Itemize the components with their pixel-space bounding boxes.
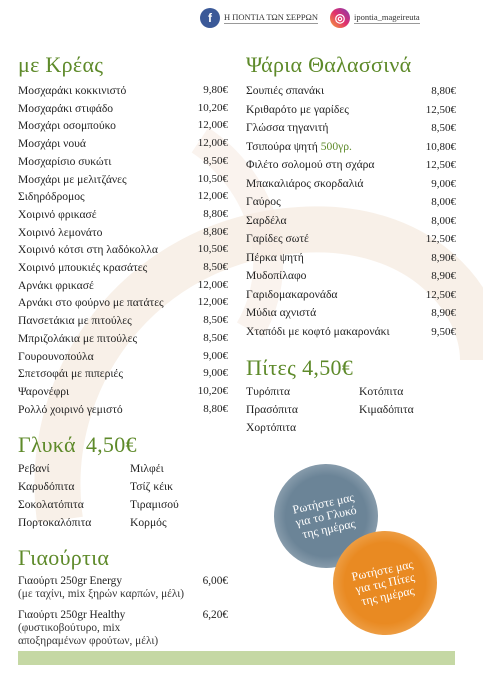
menu-item-name [18, 259, 147, 277]
menu-item-row [18, 330, 228, 348]
yogurt-price: 6,20€ [202, 609, 228, 622]
pie-of-day-text: Ρωτήστε μας για τις Πίτες της ημέρας [350, 556, 416, 608]
menu-item-row [18, 153, 228, 171]
menu-item-label: Μοσχαράκι κοκκινιστό [18, 84, 127, 97]
menu-item-name [246, 101, 349, 120]
menu-item-label: Μοσχαράκι στιφάδο [18, 101, 114, 115]
social-bar [200, 8, 475, 28]
menu-item-label: Μπριζολάκια με πιτούλες [18, 331, 138, 345]
menu-item-row [246, 82, 456, 101]
menu-item-price: 8,50€ [203, 331, 228, 344]
pies-title: Πίτες [246, 355, 297, 380]
menu-item-name [18, 312, 132, 330]
sweets-item: Καρυδόπιτα [18, 480, 75, 494]
menu-item-row [18, 206, 228, 224]
menu-item-label: Γαριδομακαρονάδα [246, 287, 338, 301]
menu-item-price: 12,50€ [425, 288, 456, 301]
menu-item-price: 8,50€ [203, 261, 228, 274]
yogurt-name: Γιαούρτι 250gr Healthy [18, 609, 126, 622]
pies-item: Κιμαδόπιτα [359, 403, 414, 416]
sweet-of-day-text: Ρωτήστε μας για το Γλυκό της ημέρας [291, 489, 358, 541]
pies-item: Τυρόπιτα [246, 385, 291, 398]
menu-item-price: 8,80€ [203, 225, 228, 238]
menu-item-price: 10,80€ [425, 140, 456, 153]
menu-item-label: Τσιπούρα ψητή [246, 139, 318, 153]
menu-item-label: Χοιρινό φρικασέ [18, 207, 97, 221]
menu-item-label: Κριθαρότο με γαρίδες [246, 102, 349, 116]
yogurt-name: Γιαούρτι 250gr Energy [18, 575, 122, 588]
menu-item-row [246, 304, 456, 323]
menu-item-row [246, 138, 456, 157]
menu-item-price: 8,90€ [431, 251, 456, 264]
menu-item-label: Αρνάκι φρικασέ [18, 278, 94, 292]
yogurt-line [18, 609, 228, 622]
menu-item-name [246, 212, 287, 231]
sweets-item: Κορμός [130, 516, 167, 530]
menu-item-price: 9,80€ [203, 84, 228, 96]
menu-item-row [246, 323, 456, 342]
menu-item-price: 12,00€ [197, 296, 228, 309]
menu-item-name [18, 135, 86, 153]
menu-item-price: 9,00€ [431, 177, 456, 190]
facebook-icon[interactable]: f [200, 8, 220, 28]
menu-item-label: Πανσετάκια με πιτούλες [18, 314, 132, 328]
menu-item-name [246, 286, 337, 305]
seafood-title: Ψάρια Θαλασσινά [246, 52, 412, 77]
yogurt-price: 6,00€ [202, 575, 228, 588]
pies-price: 4,50€ [302, 355, 354, 380]
menu-item-row [246, 286, 456, 305]
menu-item-name [18, 365, 123, 383]
menu-item-name [246, 175, 363, 194]
menu-item-name [18, 82, 126, 100]
yogurt-title: Γιαούρτια [18, 545, 110, 571]
menu-item-label: Αρνάκι στο φούρνο με πατάτες [18, 296, 164, 310]
sweets-list [18, 462, 228, 529]
menu-item-price: 12,50€ [425, 159, 456, 171]
menu-item-name [246, 119, 328, 138]
menu-item-name [18, 100, 113, 118]
menu-item-name [18, 348, 94, 366]
menu-item-price: 12,00€ [197, 278, 228, 291]
menu-item-price: 8,90€ [431, 307, 456, 319]
sweets-item: Πορτοκαλόπιτα [18, 516, 92, 530]
menu-item-row [18, 117, 228, 135]
menu-item-name [246, 323, 390, 342]
menu-item-name [246, 193, 281, 212]
menu-item-price: 10,50€ [197, 243, 228, 256]
menu-item-label: Πέρκα ψητή [246, 250, 304, 264]
yogurt-line [18, 575, 228, 588]
menu-item-price: 12,50€ [425, 103, 456, 116]
meat-title: με Κρέας [18, 52, 104, 77]
menu-item-label: Μοσχαρίσιο συκώτι [18, 154, 112, 168]
menu-item-name [18, 294, 164, 312]
menu-item-row [246, 175, 456, 194]
menu-item-row [18, 383, 228, 401]
menu-item-price: 8,80€ [203, 207, 228, 220]
sweets-item: Τιραμισού [130, 498, 179, 512]
menu-item-name [246, 304, 316, 323]
menu-item-row [246, 212, 456, 231]
menu-item-name [246, 82, 324, 101]
menu-item-label: Σιδηρόδρομος [18, 190, 85, 204]
menu-item-price: 12,50€ [425, 233, 456, 245]
menu-item-name [246, 138, 352, 157]
menu-item-name [18, 153, 111, 171]
meat-list [18, 82, 228, 418]
instagram-icon[interactable]: ◎ [330, 8, 350, 28]
menu-item-name [246, 267, 306, 286]
pies-item: Χορτόπιτα [246, 421, 297, 434]
menu-item-label: Γλώσσα τηγανιτή [246, 121, 329, 134]
menu-item-row [18, 348, 228, 366]
menu-item-price: 12,00€ [197, 190, 228, 203]
menu-item-row [18, 188, 228, 206]
menu-item-price: 10,20€ [197, 101, 228, 114]
menu-item-row [18, 259, 228, 277]
menu-item-row [246, 249, 456, 268]
menu-item-label: Σουπιές σπανάκι [246, 84, 325, 97]
menu-item-label: Μύδια αχνιστά [246, 306, 317, 319]
facebook-label[interactable]: Η ΠΟΝΤΙΑ ΤΩΝ ΣΕΡΡΩΝ [224, 12, 319, 22]
left-column [18, 52, 228, 656]
menu-item-label: Μοσχάρι με μελιτζάνες [18, 172, 127, 186]
pies-heading [246, 355, 456, 381]
yogurt-desc: (με ταχίνι, mix ξηρών καρπών, μέλι) [18, 588, 185, 601]
footer-bar [18, 651, 455, 665]
menu-item-price: 12,00€ [197, 119, 228, 132]
menu-item-name [18, 171, 127, 189]
seafood-list [246, 82, 456, 341]
sweets-item: Τσίζ κέικ [130, 480, 174, 494]
sweets-heading [18, 432, 228, 458]
menu-item-row [18, 312, 228, 330]
menu-item-name [18, 188, 85, 206]
menu-item-price: 8,00€ [431, 196, 456, 208]
menu-item-price: 8,50€ [431, 122, 456, 134]
menu-item-price: 8,00€ [431, 214, 456, 227]
sweets-price: 4,50€ [85, 432, 137, 458]
right-column [246, 52, 456, 434]
menu-item-price: 8,80€ [203, 402, 228, 415]
menu-item-label: Χοιρινό μπουκιές κρασάτες [18, 261, 148, 275]
menu-item-row [18, 100, 228, 118]
menu-item-price: 10,50€ [197, 172, 228, 185]
menu-item-row [18, 277, 228, 295]
menu-item-label: Μοσχάρι οσομπούκο [18, 119, 116, 133]
sweets-item: Ρεβανί [18, 462, 50, 476]
menu-item-row [18, 401, 228, 419]
menu-item-extra: 500γρ. [320, 139, 352, 153]
menu-item-row [18, 82, 228, 100]
yogurt-list [18, 575, 228, 648]
menu-item-row [18, 135, 228, 153]
menu-item-price: 9,50€ [431, 325, 456, 338]
menu-item-row [18, 294, 228, 312]
menu-item-label: Γουρουνοπούλα [18, 349, 94, 363]
sweets-item: Μιλφέι [130, 462, 164, 476]
menu-item-label: Μοσχάρι νουά [18, 137, 86, 151]
menu-item-label: Σπετσοφάι με πιπεριές [18, 367, 124, 381]
sweets-item: Σοκολατόπιτα [18, 498, 84, 512]
menu-item-label: Φιλέτο σολομού στη σχάρα [246, 158, 375, 171]
menu-item-name [18, 241, 158, 259]
menu-item-name [18, 401, 123, 419]
menu-item-price: 12,00€ [197, 137, 228, 150]
menu-item-price: 9,00€ [203, 349, 228, 362]
menu-item-label: Χοιρινό λεμονάτο [18, 225, 103, 239]
menu-item-label: Ψαρονέφρι [18, 384, 70, 398]
menu-item-row [18, 171, 228, 189]
menu-item-label: Σαρδέλα [246, 213, 287, 227]
menu-item-name [18, 206, 97, 224]
menu-item-name [18, 277, 94, 295]
menu-item-row [246, 267, 456, 286]
yogurt-item [18, 575, 228, 601]
menu-item-row [246, 101, 456, 120]
menu-item-label: Χοιρινό κότσι στη λαδόκολλα [18, 243, 158, 257]
menu-item-label: Γαύρος [246, 195, 281, 208]
menu-item-price: 8,80€ [431, 85, 456, 97]
menu-item-row [18, 241, 228, 259]
menu-item-price: 9,00€ [203, 367, 228, 380]
menu-item-row [246, 119, 456, 138]
menu-item-label: Μπακαλιάρος σκορδαλιά [246, 176, 364, 190]
menu-item-row [18, 365, 228, 383]
menu-item-price: 8,50€ [203, 154, 228, 167]
sweets-title: Γλυκά [18, 432, 76, 458]
menu-item-row [246, 156, 456, 175]
menu-item-label: Ρολλό χοιρινό γεμιστό [18, 402, 123, 416]
menu-item-row [246, 230, 456, 249]
menu-item-name [18, 117, 116, 135]
menu-item-price: 8,50€ [203, 314, 228, 327]
instagram-label[interactable]: ipontia_mageireuta [354, 12, 420, 22]
menu-item-label: Χταπόδι με κοφτό μακαρονάκι [246, 324, 390, 338]
pies-item: Κοτόπιτα [359, 385, 404, 398]
pies-list [246, 385, 456, 434]
menu-item-name [246, 230, 309, 249]
menu-item-name [18, 224, 102, 242]
menu-item-price: 10,20€ [197, 384, 228, 397]
menu-item-name [246, 156, 375, 175]
menu-item-name [246, 249, 304, 268]
menu-item-row [18, 224, 228, 242]
pies-item: Πρασόπιτα [246, 403, 298, 416]
yogurt-item [18, 609, 228, 648]
menu-item-price: 8,90€ [431, 270, 456, 282]
menu-item-row [246, 193, 456, 212]
menu-item-label: Γαρίδες σωτέ [246, 232, 309, 245]
menu-item-name [18, 330, 137, 348]
menu-item-label: Μυδοπίλαφο [246, 269, 307, 282]
yogurt-desc: (φυστικοβούτυρο, mix αποξηραμένων φρούτων, μέλι) [18, 622, 159, 648]
menu-item-name [18, 383, 69, 401]
